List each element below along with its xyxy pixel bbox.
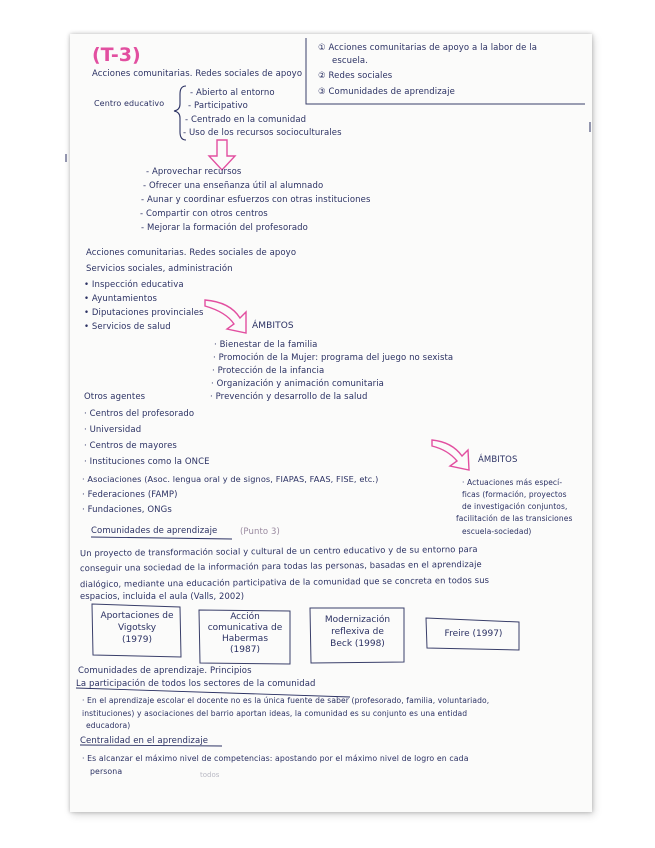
agent-item: · Instituciones como la ONCE bbox=[84, 457, 210, 467]
ambito-line: · Actuaciones más especí- bbox=[462, 478, 563, 487]
section2-heading: Acciones comunitarias. Redes sociales de apoyo bbox=[86, 248, 297, 258]
paragraph-line: conseguir una sociedad de la información para todas las personas, basadas en el aprendizaje bbox=[79, 558, 482, 574]
benefit-item: - Aunar y coordinar esfuerzos con otras instituciones bbox=[141, 195, 371, 205]
benefit-item: - Ofrecer una enseñanza útil al alumnado bbox=[143, 181, 324, 191]
arrow-right-icon bbox=[205, 300, 246, 333]
principle2-line: · Es alcanzar el máximo nivel de competencias: apostando por el máximo nivel de logro en cada bbox=[82, 754, 469, 763]
center-label: Centro educativo bbox=[94, 99, 165, 108]
header-list-item-1: ① Acciones comunitarias de apoyo a la labor de la bbox=[318, 43, 538, 53]
agent-item: · Federaciones (FAMP) bbox=[82, 490, 178, 500]
ambitos-label-2: ÁMBITOS bbox=[478, 455, 518, 465]
principle2-heading: Centralidad en el aprendizaje bbox=[80, 736, 209, 746]
influence-box-vigotsky: Aportaciones de Vigotsky (1979) bbox=[100, 611, 174, 645]
center-item: - Participativo bbox=[188, 101, 248, 111]
ambito-item: · Prevención y desarrollo de la salud bbox=[210, 392, 368, 402]
section2-subheading: Servicios sociales, administración bbox=[86, 264, 233, 274]
header-list-item-1b: escuela. bbox=[332, 56, 369, 66]
ambito-line: de investigación conjuntos, bbox=[462, 502, 568, 511]
ambito-line: ficas (formación, proyectos bbox=[462, 490, 567, 499]
benefit-item: - Mejorar la formación del profesorado bbox=[141, 223, 308, 233]
agent-item: · Asociaciones (Asoc. lengua oral y de signos, FIAPAS, FAAS, FISE, etc.) bbox=[82, 474, 379, 484]
ambito-item: · Bienestar de la familia bbox=[214, 340, 318, 350]
header-list-item-2: ② Redes sociales bbox=[318, 71, 393, 81]
principle1-line: educadora) bbox=[86, 721, 131, 730]
list-item: • Diputaciones provinciales bbox=[84, 308, 204, 318]
section4-heading: Comunidades de aprendizaje bbox=[91, 526, 218, 536]
header-list-item-3: ③ Comunidades de aprendizaje bbox=[318, 87, 455, 97]
influence-box-beck: Modernización reflexiva de Beck (1998) bbox=[324, 615, 391, 649]
list-item: • Inspección educativa bbox=[84, 280, 184, 290]
agent-item: · Centros del profesorado bbox=[84, 409, 195, 419]
arrow-down-icon bbox=[209, 140, 235, 170]
ambito-item: · Promoción de la Mujer: programa del juego no sexista bbox=[213, 353, 454, 363]
agent-item: · Fundaciones, ONGs bbox=[82, 505, 172, 515]
paragraph-line: Un proyecto de transformación social y cultural de un centro educativo y de su entorno para bbox=[79, 543, 478, 559]
paragraph-line: dialógico, mediante una educación participativa de la comunidad que se concreta en todos sus bbox=[79, 574, 490, 590]
arrow-right-icon-2 bbox=[432, 440, 469, 470]
section4-note: (Punto 3) bbox=[240, 527, 280, 537]
influence-box-freire: Freire (1997) bbox=[444, 629, 503, 639]
section3-heading: Otros agentes bbox=[84, 392, 146, 402]
benefit-item: - Aprovechar recursos bbox=[146, 167, 242, 177]
ambito-item: · Organización y animación comunitaria bbox=[211, 379, 384, 389]
ambito-item: · Protección de la infancia bbox=[212, 366, 325, 376]
principle1-heading: La participación de todos los sectores de la comunidad bbox=[76, 679, 316, 689]
agent-item: · Universidad bbox=[84, 425, 142, 435]
ambitos-label: ÁMBITOS bbox=[252, 321, 294, 331]
principle1-line: · En el aprendizaje escolar el docente no es la única fuente de saber (profesorado, familia, voluntariado, bbox=[82, 696, 490, 705]
page-title: (T-3) bbox=[92, 44, 141, 66]
section5-heading: Comunidades de aprendizaje. Principios bbox=[78, 666, 252, 676]
center-item: - Centrado en la comunidad bbox=[185, 115, 307, 125]
influence-box-habermas: Acción comunicativa de Habermas (1987) bbox=[207, 612, 283, 655]
center-item: - Abierto al entorno bbox=[190, 88, 275, 98]
agent-item: · Centros de mayores bbox=[84, 441, 177, 451]
benefit-item: - Compartir con otros centros bbox=[140, 209, 268, 219]
ambito-line: facilitación de las transiciones bbox=[456, 514, 573, 523]
list-item: • Servicios de salud bbox=[84, 322, 171, 332]
section1-heading: Acciones comunitarias. Redes sociales de apoyo bbox=[92, 69, 303, 79]
footer-note: todos bbox=[200, 771, 220, 779]
center-item: - Uso de los recursos socioculturales bbox=[183, 128, 342, 138]
list-item: • Ayuntamientos bbox=[84, 294, 158, 304]
ambito-line: escuela-sociedad) bbox=[462, 527, 532, 536]
paragraph-line: espacios, incluida el aula (Valls, 2002) bbox=[80, 591, 245, 601]
principle2-line: persona bbox=[90, 767, 123, 776]
principle1-line: instituciones) y asociaciones del barrio aportan ideas, la comunidad es su conjunto es una entidad bbox=[82, 709, 468, 718]
